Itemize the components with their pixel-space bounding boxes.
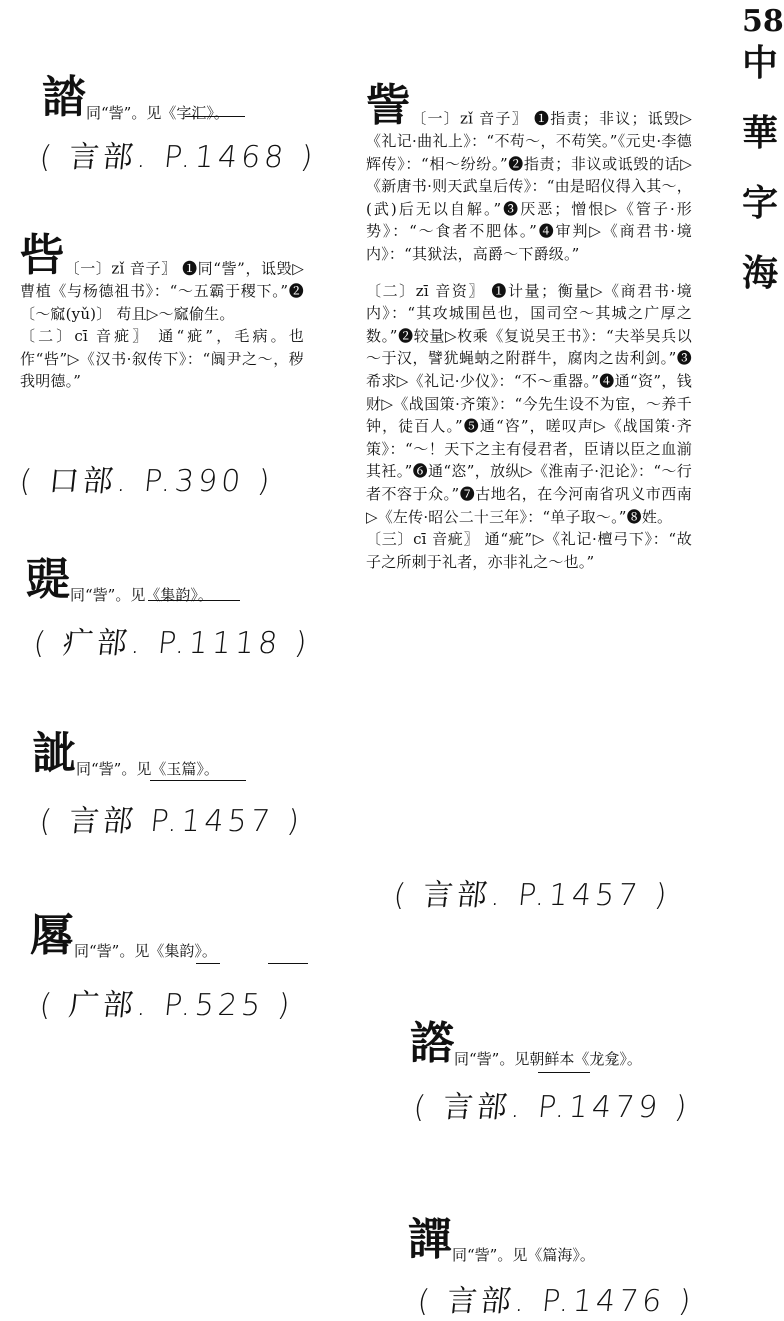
entry [26,556,326,604]
entry-char: 譗 [410,1018,454,1069]
underline [538,1072,590,1073]
handwritten-note: ( 疒部. P.1118 ) [31,626,313,661]
side-char: 字 [742,182,779,224]
handwritten-note: ( 言部. P.1468 ) [37,140,319,175]
entry [30,912,330,960]
underline [150,780,246,781]
entry [408,1216,738,1264]
underline [185,116,245,117]
side-char: 華 [742,112,779,154]
entry-char: 呰 [20,230,65,281]
entry-definition: 同“訾”。见《篇海》。 [452,1246,595,1264]
entry-char: 訿 [32,728,76,779]
entry-definition: 同“訾”。见《字汇》。 [86,104,229,122]
entry-char: 厬 [30,910,74,961]
handwritten-note: ( 广部. P.525 ) [37,988,296,1023]
entry [20,232,304,393]
entry-definition: 同“訾”。见《集韵》。 [70,586,213,604]
entry-definition: 〔一〕zǐ 音子〗 ❶同“訾”，诋毁▷曹植《与杨德祖书》：“～五霸于稷下。”❷〔～窳(yǔ)〕 苟且▷～窳偷生。 [20,259,304,323]
side-column [742,4,784,296]
page-number: 58 [742,4,784,39]
entry-char: 訾 [366,80,411,131]
entry-char: 譂 [408,1214,452,1265]
entry-definition: 同“訾”。见《集韵》。 [74,942,217,960]
side-char: 海 [742,252,779,294]
entry-definition: 同“訾”。见《玉篇》。 [76,760,219,778]
underline [196,963,220,964]
entry [366,82,692,573]
entry [410,1020,740,1068]
entry-definition-part: 〔三〕cī 音疵〗 通“疵”▷《礼记·檀弓下》：“故子之所刺于礼者，亦非礼之～也。” [366,530,692,571]
entry [32,730,332,778]
handwritten-note: ( 言部 P.1457 ) [37,804,305,839]
entry-char: 䜻 [26,554,70,605]
side-char: 中 [742,42,779,84]
entry-definition-part: 〔二〕zī 音资〗 ❶计量；衡量▷《商君书·境内》：“其攻城围邑也，国司空～其城之广厚之数。”❷较量▷枚乘《复说吴王书》：“夫举吴兵以～于汉，譬犹蝇蚋之附群牛，腐肉之齿利剑。”❸希求▷《礼记·少仪》：“不～重器。”❹通“资”，钱财▷《战国策·齐策》：“今先生设不为宦，～养千钟，徒百人。”❺通“咨”，嗟叹声▷《战国策·齐策》：“～！天下之主有侵君者，臣请以臣之血湔其衽。”❻通“恣”，放纵▷《淮南子·氾论》：“～行者不容于众。”❼古地名，在今河南省巩义市西南▷《左传·昭公二十三年》：“单子取～。”❽姓。 [366,281,692,526]
entry-definition: 同“訾”。见朝鲜本《龙龛》。 [454,1050,642,1068]
handwritten-note: ( 言部. P.1457 ) [391,878,673,913]
underline [148,600,240,601]
handwritten-note: ( 言部. P.1476 ) [415,1284,697,1319]
handwritten-note: ( 口部. P.390 ) [17,464,276,499]
entry [42,74,342,122]
handwritten-note: ( 言部. P.1479 ) [411,1090,693,1125]
entry-char: 誻 [42,72,86,123]
underline [268,963,308,964]
entry-definition-part: 〔二〕cī 音疵〗 通“疵”，毛病。也作“呰”▷《汉书·叙传下》：“阘尹之～，秽我明德。” [20,327,304,391]
entry-definition: 〔一〕zǐ 音子〗 ❶指责；非议；诋毁▷《礼记·曲礼上》：“不苟～，不苟笑。”《元史·李德辉传》：“相～纷纷。”❷指责；非议或诋毁的话▷《新唐书·则天武皇后传》：“由是昭仪得入其～，(武)后无以自解。”❸厌恶；憎恨▷《管子·形势》：“～食者不肥体。”❹审判▷《商君书·境内》：“其狱法，高爵～下爵级。” [366,109,692,263]
